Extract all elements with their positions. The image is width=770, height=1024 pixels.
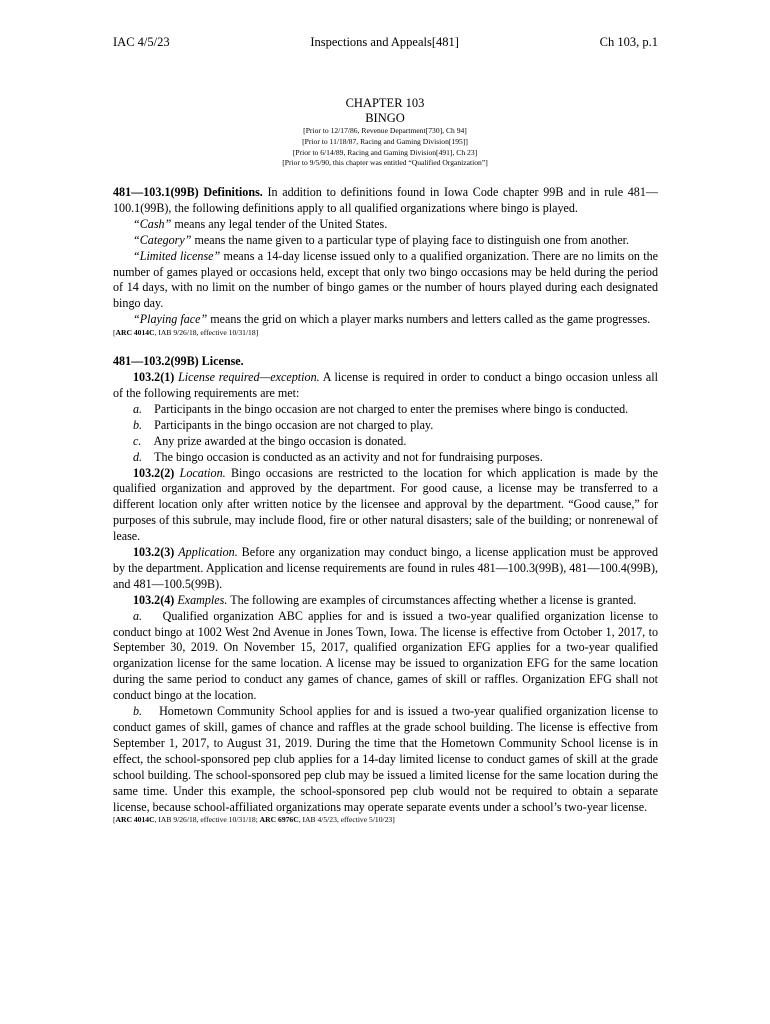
definition-limited-license: “Limited license” means a 14-day license issued only to a qualified organization. There are no limits on the number of games played or occasions held, except that only two bingo occasions may be held during the period of 14 days, with no limit on the number of bingo games or the number of hours played during each designated bingo day. <box>113 248 658 311</box>
running-header <box>113 35 658 50</box>
header-agency: Inspections and Appeals[481] <box>310 35 459 49</box>
subrule-103-2-1-item-c: c. Any prize awarded at the bingo occasion is donated. <box>133 433 407 448</box>
arc-link-4014c-2[interactable]: ARC 4014C <box>115 815 155 825</box>
chapter-heading <box>0 96 770 169</box>
definition-cash: “Cash” means any legal tender of the United States. <box>133 216 388 231</box>
document-body <box>113 185 658 841</box>
chapter-history-3: [Prior to 6/14/89, Racing and Gaming Division[491], Ch 23] <box>292 147 478 157</box>
subrule-103-2-4: 103.2(4) Examples. The following are examples of circumstances affecting whether a license is granted. <box>133 592 637 607</box>
rule-103-1-intro: 481—103.1(99B) Definitions. In addition to definitions found in Iowa Code chapter 99B and in rule 481—100.1(99B), the following definitions apply to all qualified organizations where bingo is played. <box>113 185 658 215</box>
subrule-103-2-4-example-a: a. Qualified organization ABC applies for and is issued a two-year qualified organization license to conduct bingo at 1002 West 2nd Avenue in Jones Town, Iowa. The license is effective from October 1, 2017, to September 30, 2019. On November 15, 2017, qualified organization EFG applies for a two-year qualified organization license for the same location. A license may be issued to organization EFG for the same location during the same period to conduct any games of chance, games of skill or raffles. Organization EFG shall not conduct bingo at the location. <box>113 608 659 703</box>
definition-playing-face: “Playing face” means the grid on which a player marks numbers and letters called as the game progresses. <box>133 312 651 327</box>
subrule-103-2-3: 103.2(3) Application. Before any organization may conduct bingo, a license application must be approved by the department. Application and license requirements are found in rules 481—100.3(99B), 481—100.4(99B), and 481—100.5(99B). <box>113 545 658 591</box>
chapter-subtitle: BINGO <box>365 111 405 125</box>
definition-category: “Category” means the name given to a particular type of playing face to distinguish one from another. <box>133 232 630 247</box>
arc-link-6976c[interactable]: ARC 6976C <box>259 815 299 825</box>
chapter-history-4: [Prior to 9/5/90, this chapter was entitled “Qualified Organization”] <box>282 158 488 168</box>
header-date: IAC 4/5/23 <box>113 35 170 49</box>
subrule-103-2-4-example-b: b. Hometown Community School applies for and is issued a two-year qualified organization license to conduct games of skill, games of chance and raffles at the grade school building. The license is effective from September 1, 2017, to August 31, 2019. During the time that the Hometown Community School license is in effect, the school-sponsored pep club applies for a 14-day limited license to conduct games of skill at the grade school building. The school-sponsored pep club may be issued a limited license for the same location during the same time. Under this example, the school-sponsored pep club would not be required to obtain a separate license, because school-affiliated organizations may operate separate events under a school’s two-year license. <box>113 704 659 814</box>
subrule-103-2-1-item-d: d. The bingo occasion is conducted as an activity and not for fundraising purposes. <box>133 449 543 464</box>
arc-link-4014c[interactable]: ARC 4014C <box>115 328 155 338</box>
subrule-103-2-1-item-a: a. Participants in the bingo occasion are not charged to enter the premises where bingo is conducted. <box>133 401 629 416</box>
chapter-history-1: [Prior to 12/17/86, Revenue Department[730], Ch 94] <box>303 126 467 135</box>
subrule-103-2-1-item-b: b. Participants in the bingo occasion are not charged to play. <box>133 417 434 432</box>
chapter-history-2: [Prior to 11/18/87, Racing and Gaming Division[195]] <box>302 136 468 146</box>
rule-103-1-citation: [ARC 4014C, IAB 9/26/18, effective 10/31/18] <box>113 328 259 338</box>
rule-103-2-heading-line <box>113 354 658 370</box>
chapter-title: CHAPTER 103 <box>345 96 425 110</box>
rule-103-2-citation: [ARC 4014C, IAB 9/26/18, effective 10/31/18; ARC 6976C, IAB 4/5/23, effective 5/10/23] <box>113 815 395 825</box>
subrule-103-2-1: 103.2(1) License required—exception. A license is required in order to conduct a bingo occasion unless all of the following requirements are met: <box>113 370 658 400</box>
subrule-103-2-2: 103.2(2) Location. Bingo occasions are restricted to the location for which application is made by the qualified organization and approved by the department. For good cause, a license may be transferred to a different location only after written notice by the licensee and approval by the department. “Good cause,” for purposes of this subrule, may include flood, fire or other natural disasters; sale of the building; or nonrenewal of lease. <box>113 465 658 544</box>
header-page: Ch 103, p.1 <box>599 35 658 49</box>
rule-103-2-heading: 481—103.2(99B) License. <box>113 354 244 369</box>
rule-103-1-heading: 481—103.1(99B) Definitions. <box>113 185 263 199</box>
